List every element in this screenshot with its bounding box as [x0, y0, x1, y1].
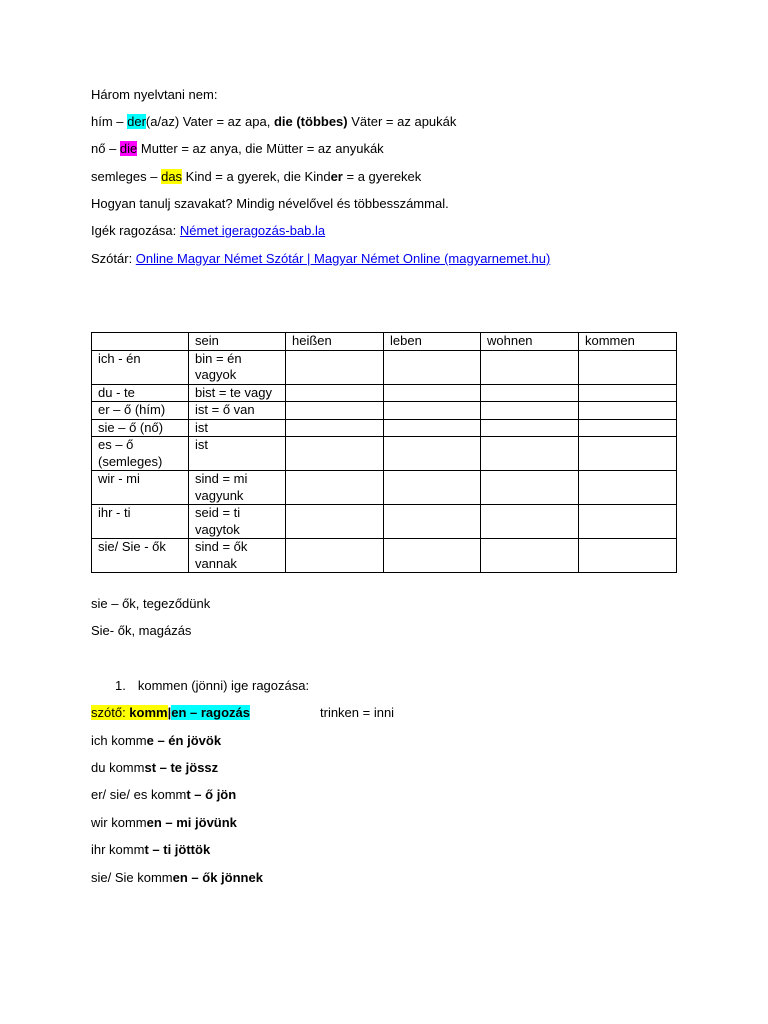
conjugation-ending: st – te jössz: [144, 760, 219, 775]
table-cell: [286, 471, 384, 505]
stem-value: komm: [129, 705, 168, 720]
table-cell: sie – ő (nő): [92, 419, 189, 437]
table-row: [92, 437, 677, 471]
table-cell: [579, 471, 677, 505]
dictionary-label: Szótár:: [91, 251, 136, 266]
table-cell: [579, 437, 677, 471]
conjugation-ending: t – ti jöttök: [144, 842, 211, 857]
table-cell: [481, 419, 579, 437]
table-cell: es – ő (semleges): [92, 437, 189, 471]
table-cell: [384, 384, 481, 402]
table-cell: [579, 505, 677, 539]
table-cell: sind = ők vannak: [189, 539, 286, 573]
dictionary-line: [91, 251, 550, 267]
table-cell: ist: [189, 419, 286, 437]
verb-conjugation-link[interactable]: Német igeragozás-bab.la: [179, 223, 326, 238]
table-cell: sind = mi vagyunk: [189, 471, 286, 505]
masculine-prefix: hím –: [91, 114, 128, 129]
neuter-plural-ending: er: [330, 169, 343, 184]
conjugation-stem: er/ sie/ es komm: [91, 787, 187, 802]
table-cell: [92, 333, 189, 351]
conjugation-stem: wir komm: [91, 815, 147, 830]
ending-highlight: [171, 705, 250, 720]
table-cell: seid = ti vagytok: [189, 505, 286, 539]
table-cell: [384, 419, 481, 437]
neuter-plural: = a gyerekek: [342, 169, 422, 184]
table-cell: [384, 505, 481, 539]
table-cell: [481, 384, 579, 402]
feminine-text: Mutter = az anya, die Mütter = az anyukák: [137, 141, 384, 156]
verbs-line: [91, 223, 325, 239]
conjugation-ending: en – mi jövünk: [146, 815, 237, 830]
note-sie-informal: sie – ők, tegeződünk: [91, 596, 211, 611]
conjugation-line: [91, 760, 218, 776]
feminine-article: die: [119, 141, 138, 156]
masculine-line: [91, 114, 456, 130]
list-number: 1.: [115, 678, 126, 693]
table-cell: [579, 419, 677, 437]
table-cell: leben: [384, 333, 481, 351]
table-cell: [384, 471, 481, 505]
table-row: [92, 384, 677, 402]
conjugation-line: [91, 815, 237, 831]
masculine-article: der: [127, 114, 146, 129]
table-cell: [286, 437, 384, 471]
table-cell: [481, 471, 579, 505]
table-row: [92, 505, 677, 539]
table-cell: heißen: [286, 333, 384, 351]
table-cell: [286, 350, 384, 384]
table-row: [92, 539, 677, 573]
table-cell: [286, 402, 384, 420]
conjugation-stem: sie/ Sie komm: [91, 870, 173, 885]
table-cell: [384, 402, 481, 420]
conjugation-stem: du komm: [91, 760, 145, 775]
intro-title: Három nyelvtani nem:: [91, 87, 218, 102]
learning-tip: Hogyan tanulj szavakat? Mindig névelővel és többesszámmal.: [91, 196, 449, 211]
conjugation-ending: en – ők jönnek: [172, 870, 263, 885]
table-cell: ist: [189, 437, 286, 471]
conjugation-stem: ich komm: [91, 733, 147, 748]
table-cell: ist = ő van: [189, 402, 286, 420]
masculine-plural-note: die (többes): [273, 114, 348, 129]
note-sie-formal: Sie- ők, magázás: [91, 623, 192, 638]
table-row: [92, 471, 677, 505]
table-cell: [286, 539, 384, 573]
conjugation-ending: t – ő jön: [186, 787, 237, 802]
table-row: [92, 402, 677, 420]
table-row: [92, 350, 677, 384]
neuter-line: [91, 169, 421, 185]
table-cell: ihr - ti: [92, 505, 189, 539]
section-heading: [115, 678, 309, 694]
conjugation-line: [91, 733, 221, 749]
table-cell: [481, 350, 579, 384]
conjugation-line: [91, 842, 210, 858]
table-cell: wohnen: [481, 333, 579, 351]
verbs-label: Igék ragozása:: [91, 223, 180, 238]
table-cell: er – ő (hím): [92, 402, 189, 420]
table-cell: [579, 350, 677, 384]
masculine-plural: Väter = az apukák: [347, 114, 457, 129]
conjugation-line: [91, 787, 236, 803]
table-cell: [579, 402, 677, 420]
table-cell: [384, 350, 481, 384]
table-row: [92, 419, 677, 437]
conjugation-line: [91, 870, 263, 886]
table-cell: [481, 539, 579, 573]
conjugation-ending: e – én jövök: [146, 733, 222, 748]
feminine-prefix: nő –: [91, 141, 120, 156]
table-cell: du - te: [92, 384, 189, 402]
table-cell: [579, 539, 677, 573]
neuter-article: das: [161, 169, 183, 184]
stem-separator: |: [167, 705, 172, 720]
conjugation-table: [91, 332, 677, 573]
conjugation-stem: ihr komm: [91, 842, 145, 857]
table-cell: [481, 402, 579, 420]
section-title: kommen (jönni) ige ragozása:: [137, 678, 310, 693]
dictionary-link[interactable]: Online Magyar Német Szótár | Magyar Német Online (magyarnemet.hu): [135, 251, 551, 266]
table-cell: sein: [189, 333, 286, 351]
ending-label: en – ragozás: [171, 705, 250, 720]
stem-highlight: [91, 705, 168, 720]
masculine-text: (a/az) Vater = az apa,: [145, 114, 274, 129]
table-cell: wir - mi: [92, 471, 189, 505]
table-cell: [286, 505, 384, 539]
table-cell: sie/ Sie - ők: [92, 539, 189, 573]
feminine-line: [91, 141, 384, 157]
table-cell: [481, 505, 579, 539]
table-header-row: [92, 333, 677, 351]
table-cell: bin = én vagyok: [189, 350, 286, 384]
table-cell: [286, 384, 384, 402]
table-cell: [579, 384, 677, 402]
neuter-prefix: semleges –: [91, 169, 162, 184]
table-cell: [286, 419, 384, 437]
table-cell: ich - én: [92, 350, 189, 384]
table-cell: [384, 437, 481, 471]
trinken-note: trinken = inni: [320, 705, 395, 720]
table-cell: [481, 437, 579, 471]
stem-line: [91, 705, 250, 721]
neuter-text: Kind = a gyerek, die Kind: [182, 169, 331, 184]
table-cell: [384, 539, 481, 573]
table-cell: bist = te vagy: [189, 384, 286, 402]
stem-label: szótő:: [91, 705, 130, 720]
table-cell: kommen: [579, 333, 677, 351]
